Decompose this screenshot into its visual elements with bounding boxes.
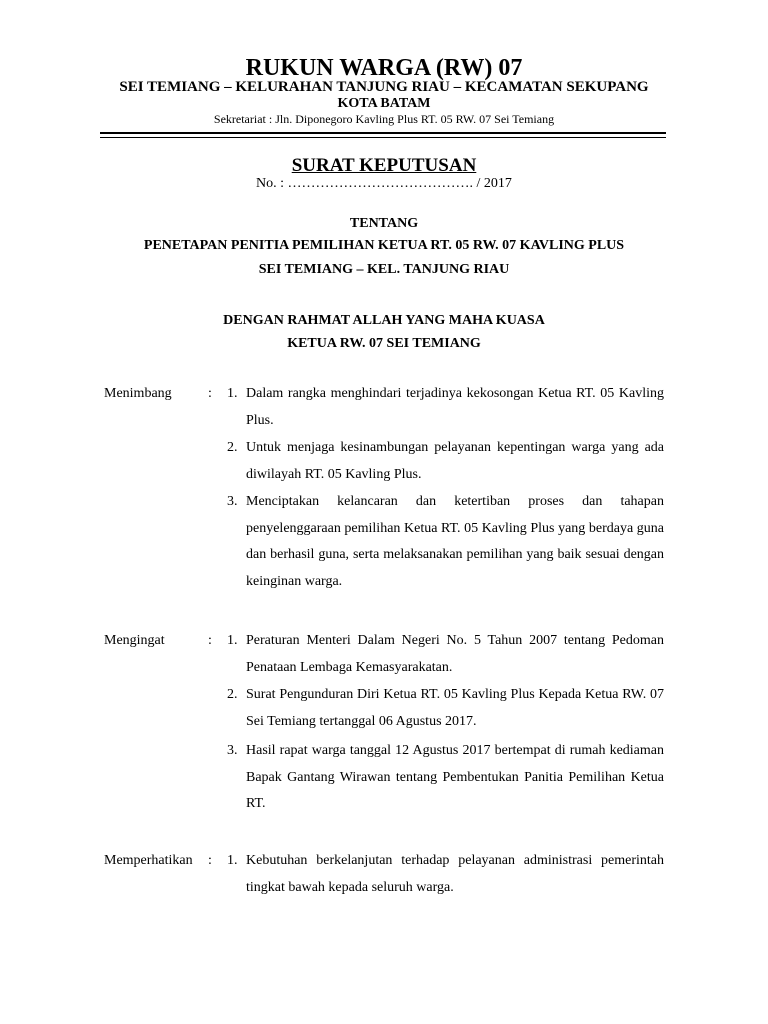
list-item	[227, 435, 664, 488]
about-line-2: SEI TEMIANG – KEL. TANJUNG RIAU	[258, 262, 510, 277]
list-item	[227, 489, 664, 595]
org-secretariat: Sekretariat : Jln. Diponegoro Kavling Plus RT. 05 RW. 07 Sei Temiang	[213, 112, 555, 126]
item-number: 2.	[227, 440, 238, 455]
section-label-mengingat: Mengingat	[104, 633, 165, 648]
item-text: Menciptakan kelancaran dan ketertiban proses dan tahapan penyelenggaraan pemilihan Ketua RT. 05 Kavling Plus yang berdaya guna dan berhasil guna, serta melaksanakan pemilihan yang baik sesuai dengan keinginan warga.	[246, 494, 664, 589]
about-label: TENTANG	[349, 216, 419, 231]
org-title: RUKUN WARGA (RW) 07	[245, 55, 523, 81]
header-rule-thin	[100, 137, 666, 138]
section-colon: :	[208, 853, 212, 868]
org-city: KOTA BATAM	[337, 96, 431, 111]
item-text: Hasil rapat warga tanggal 12 Agustus 2017 bertempat di rumah kediaman Bapak Gantang Wirawan tentang Pembentukan Panitia Pemilihan Ketua RT.	[246, 743, 664, 811]
item-text: Surat Pengunduran Diri Ketua RT. 05 Kavling Plus Kepada Ketua RW. 07 Sei Temiang tertanggal 06 Agustus 2017.	[246, 687, 664, 729]
item-number: 3.	[227, 743, 238, 758]
item-number: 3.	[227, 494, 238, 509]
item-text: Untuk menjaga kesinambungan pelayanan kepentingan warga yang ada diwilayah RT. 05 Kavling Plus.	[246, 440, 664, 482]
section-label-menimbang: Menimbang	[104, 386, 172, 401]
grace-line-1: DENGAN RAHMAT ALLAH YANG MAHA KUASA	[223, 313, 545, 328]
about-line-1: PENETAPAN PENITIA PEMILIHAN KETUA RT. 05 RW. 07 KAVLING PLUS	[143, 238, 625, 253]
item-number: 1.	[227, 853, 238, 868]
section-label-memperhatikan: Memperhatikan	[104, 853, 193, 868]
item-number: 1.	[227, 386, 238, 401]
list-item	[227, 738, 664, 818]
header-rule-thick	[100, 132, 666, 134]
list-item	[227, 848, 664, 901]
section-colon: :	[208, 386, 212, 401]
decree-number: No. : …………………………………. / 2017	[256, 176, 512, 191]
grace-line-2: KETUA RW. 07 SEI TEMIANG	[287, 336, 481, 351]
item-number: 1.	[227, 633, 238, 648]
item-text: Dalam rangka menghindari terjadinya kekosongan Ketua RT. 05 Kavling Plus.	[246, 386, 664, 428]
decree-title: SURAT KEPUTUSAN	[291, 155, 477, 176]
item-number: 2.	[227, 687, 238, 702]
section-colon: :	[208, 633, 212, 648]
org-subtitle: SEI TEMIANG – KELURAHAN TANJUNG RIAU – KECAMATAN SEKUPANG	[119, 79, 649, 95]
list-item	[227, 628, 664, 681]
list-item	[227, 682, 664, 735]
item-text: Peraturan Menteri Dalam Negeri No. 5 Tahun 2007 tentang Pedoman Penataan Lembaga Kemasyarakatan.	[246, 633, 664, 675]
list-item	[227, 381, 664, 434]
item-text: Kebutuhan berkelanjutan terhadap pelayanan administrasi pemerintah tingkat bawah kepada seluruh warga.	[246, 853, 664, 895]
